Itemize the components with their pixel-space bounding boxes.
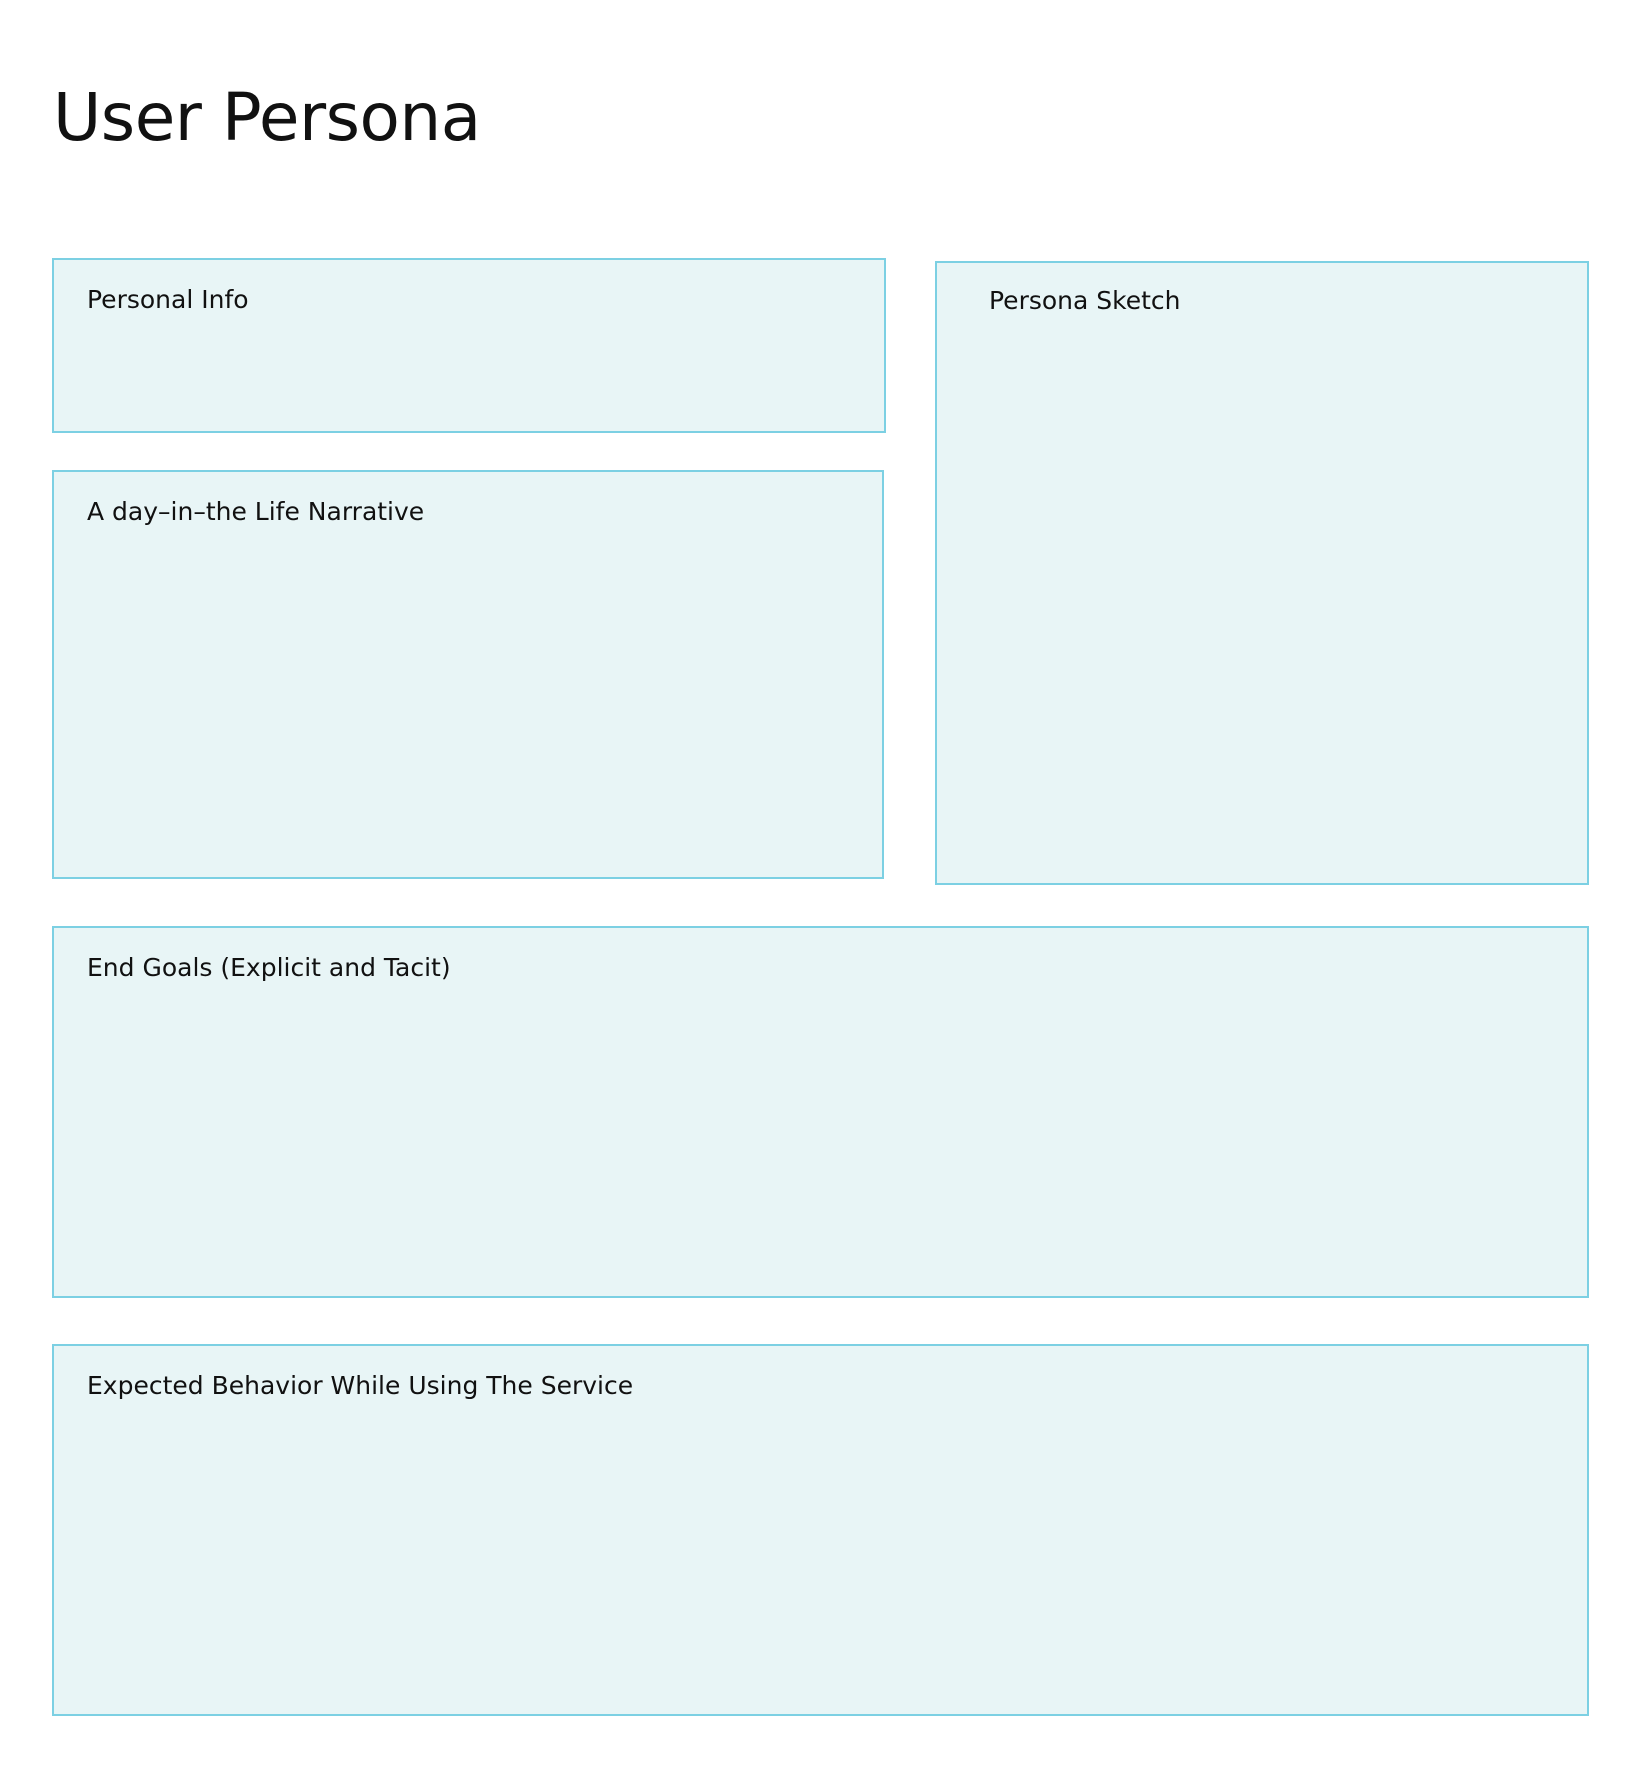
day-in-the-life-narrative-panel[interactable]: [52, 470, 884, 879]
personal-info-panel[interactable]: [52, 258, 886, 433]
end-goals-label: End Goals (Explicit and Tacit): [87, 953, 451, 982]
expected-behavior-panel[interactable]: [52, 1344, 1589, 1716]
narrative-label: A day–in–the Life Narrative: [87, 497, 425, 526]
persona-sketch-panel[interactable]: [935, 261, 1589, 885]
expected-behavior-label: Expected Behavior While Using The Service: [87, 1371, 634, 1400]
persona-sketch-label: Persona Sketch: [989, 286, 1181, 315]
page-title: User Persona: [53, 79, 481, 156]
end-goals-panel[interactable]: [52, 926, 1589, 1298]
personal-info-label: Personal Info: [87, 285, 249, 314]
